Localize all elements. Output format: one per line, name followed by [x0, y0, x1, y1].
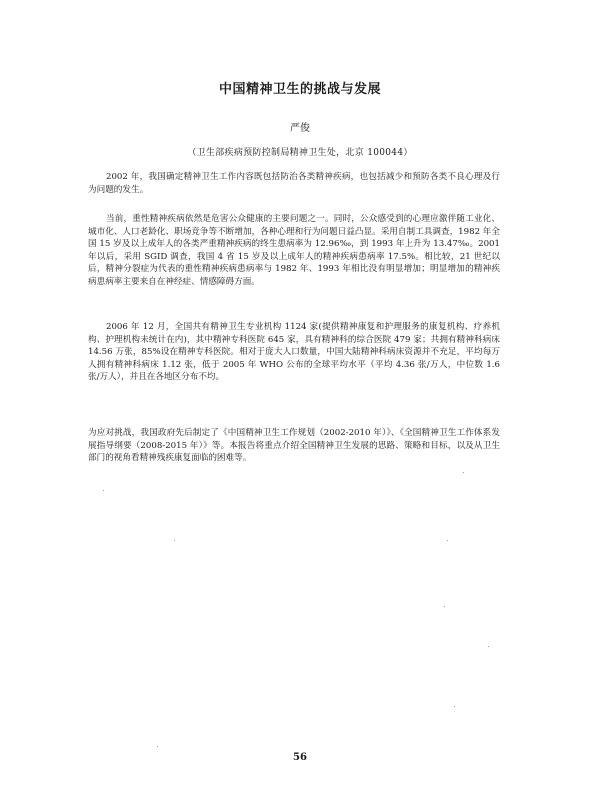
paragraph-3: 2006 年 12 月，全国共有精神卫生专业机构 1124 家(提供精神康复和护理服务的康复机构、疗养机构、护理机构未统计在内)，其中精神专科医院 645 家，具有精神科的综合医院 479 家；共拥有精神科病床 14.56 万张，85%设在精神专科医院。相对于庞大人口数量，中国大陆精神科病床资源并不充足，平均每万人拥有精神科病床 1.12 张，低于 2005 年 WHO 公布的全球平均水平（平均 4.36 张/万人，中位数 1.6 张/万人），并且在各地区分布不均。: [88, 322, 500, 382]
paragraph-1: 2002 年，我国确定精神卫生工作内容既包括防治各类精神疾病，也包括减少和预防各类不良心理及行为问题的发生。: [88, 172, 500, 195]
scan-speck: [444, 606, 445, 607]
scan-speck: [157, 746, 158, 747]
author-affiliation: （卫生部疾病预防控制局精神卫生处，北京 100044）: [187, 148, 413, 158]
scan-speck: [488, 646, 489, 647]
author-name: 严俊: [290, 123, 310, 134]
scan-speck: [447, 540, 448, 541]
scan-speck: [463, 472, 464, 473]
article-title: 中国精神卫生的挑战与发展: [218, 82, 381, 97]
scan-speck: [174, 540, 175, 541]
page-number: 56: [293, 752, 307, 763]
scan-speck: [454, 706, 455, 707]
paragraph-4: 为应对挑战，我国政府先后制定了《中国精神卫生工作规划（2002-2010 年）》、《全国精神卫生工作体系发展指导纲要（2008-2015 年）》等。本报告将重点介绍全国精神卫生发展的思路、策略和目标，以及从卫生部门的视角看精神残疾康复面临的困难等。: [88, 428, 500, 463]
paragraph-2: 当前，重性精神疾病依然是危害公众健康的主要问题之一。同时，公众感受到的心理应激伴随工业化、城市化、人口老龄化、职场竞争等不断增加，各种心理和行为问题日益凸显。采用自制工具调查，1982 年全国 15 岁及以上成年人的各类严重精神疾病的终生患病率为 12.96‰，到 1993 年上升为 13.47‰。2001 年以后，采用 SGID 调查，我国 4 省 15 岁及以上成年人的精神疾病患病率 17.5%。相比较，21 世纪以后，精神分裂症为代表的重性精神疾病患病率与 1982 年、1993 年相比没有明显增加；明显增加的精神疾病患病率主要来自在神经症、情感障碍方面。: [88, 214, 500, 287]
scan-speck: [103, 490, 104, 491]
